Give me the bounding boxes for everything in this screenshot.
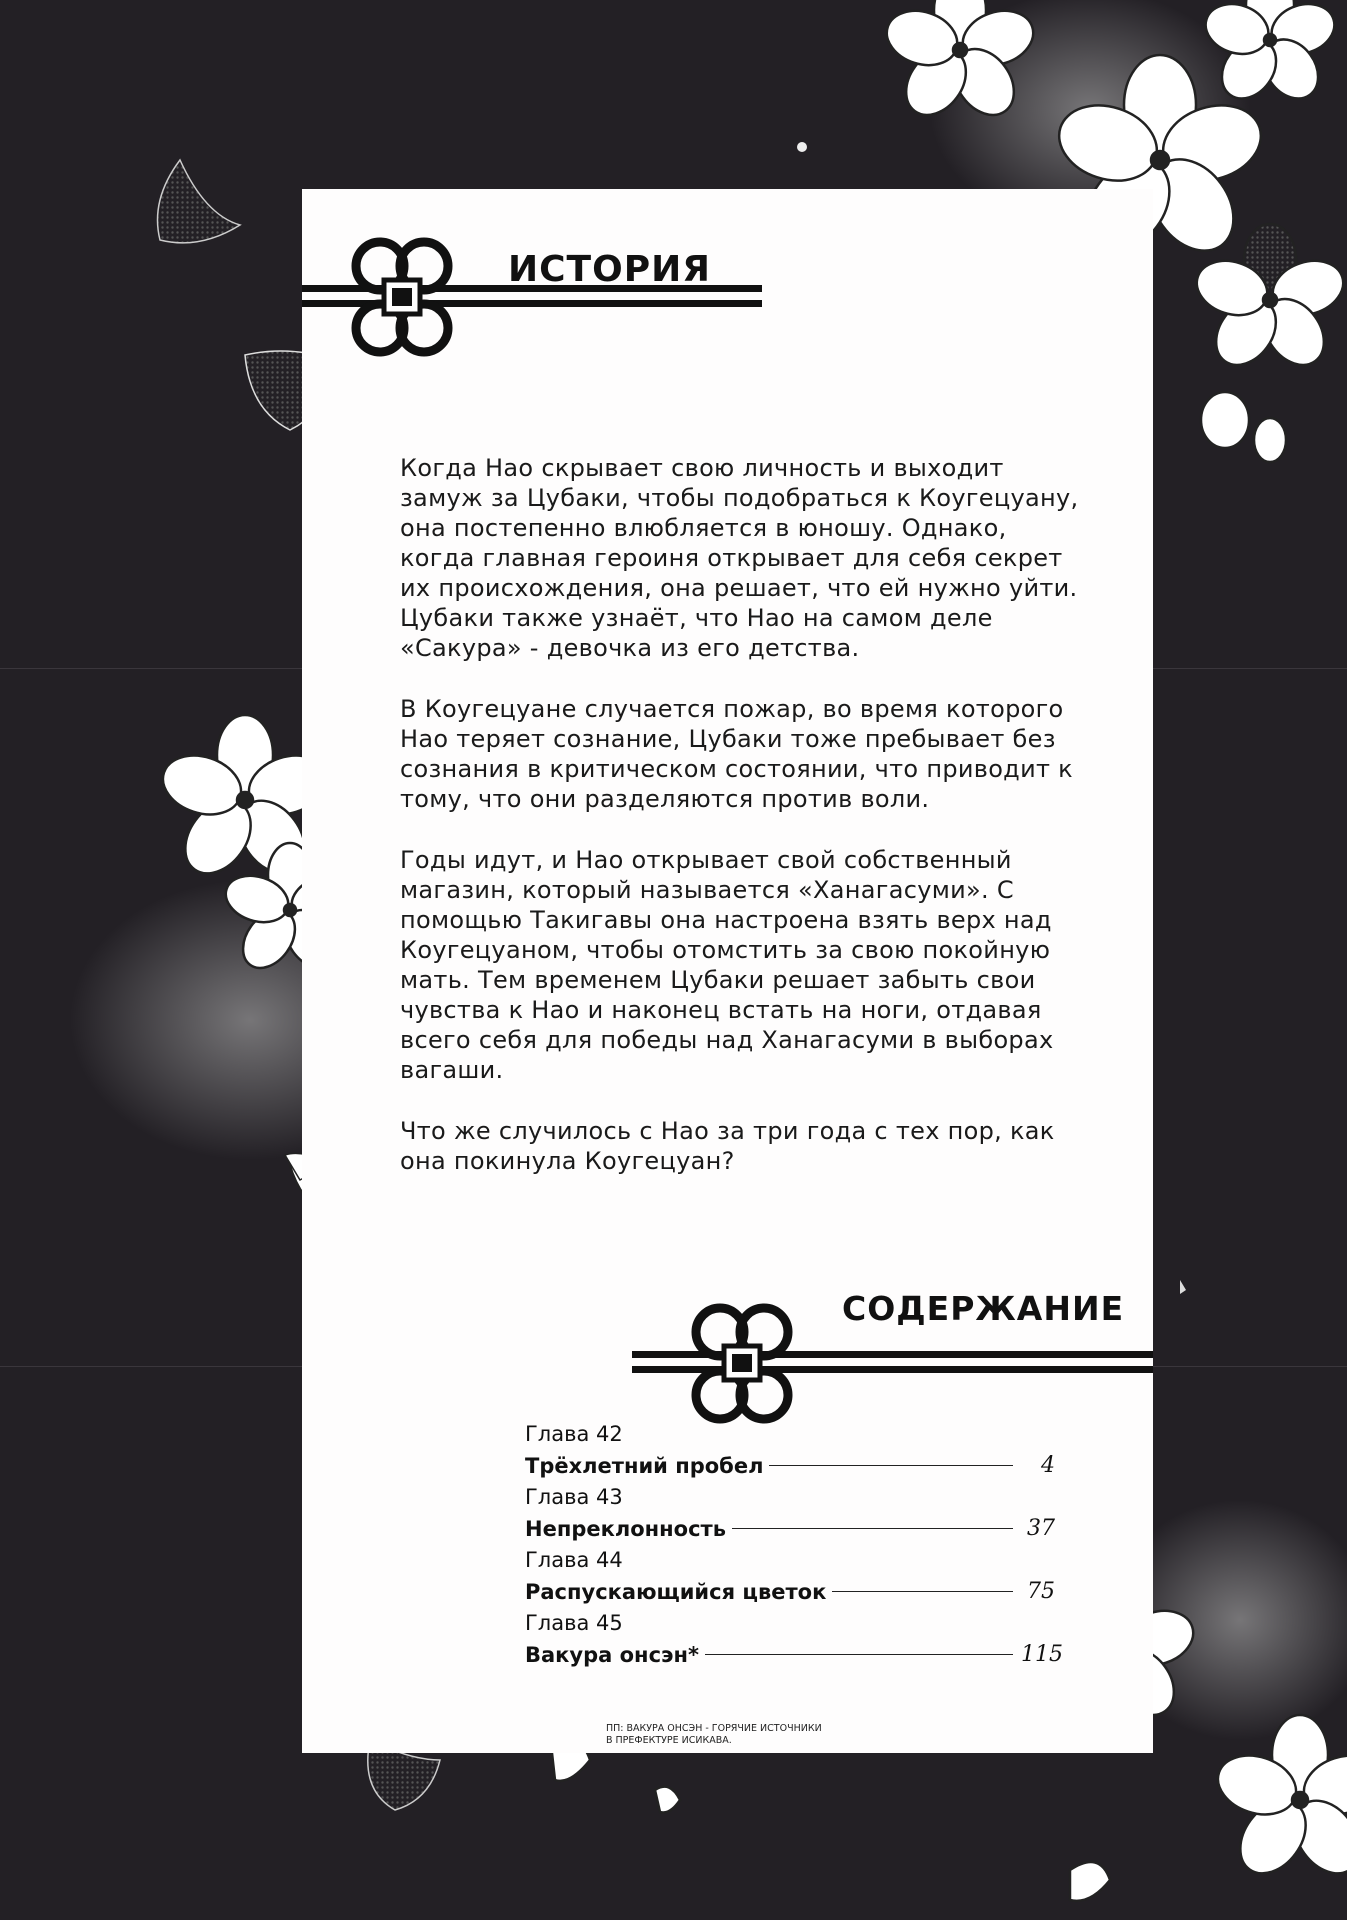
toc-entry-title: Распускающийся цветок (525, 1579, 827, 1604)
toc-entry-title: Трёхлетний пробел (525, 1453, 764, 1478)
story-text (400, 453, 1080, 1207)
contents-heading: СОДЕРЖАНИЕ (842, 1289, 1125, 1328)
story-paragraph: В Коугецуане случается пожар, во время которого Нао теряет сознание, Цубаки тоже пребывает без сознания в критическом состоянии, что приводит к тому, что они разделяются против воли. (400, 695, 1073, 813)
toc-entry-title: Вакура онсэн* (525, 1642, 699, 1667)
toc-chapter-label: Глава 42 (525, 1422, 623, 1446)
toc-entry-title: Непреклонность (525, 1516, 727, 1541)
footnote-line: В ПРЕФЕКТУРЕ ИСИКАВА. (606, 1735, 732, 1746)
toc-leader-line (732, 1528, 1013, 1529)
toc-page-number: 4 (1041, 1453, 1055, 1478)
story-page (302, 189, 1153, 1753)
toc-entry[interactable] (525, 1512, 1055, 1545)
footnote-line: ПП: ВАКУРА ОНСЭН - ГОРЯЧИЕ ИСТОЧНИКИ (606, 1723, 822, 1734)
toc-page-number: 37 (1027, 1516, 1055, 1541)
toc-entry[interactable] (525, 1449, 1055, 1482)
toc-chapter-label: Глава 44 (525, 1548, 623, 1572)
translator-footnote (606, 1723, 906, 1747)
story-paragraph: Годы идут, и Нао открывает свой собственный магазин, который называется «Ханагасуми». С помощью Такигавы она настроена взять верх над Коугецуаном, чтобы отомстить за свою покойную мать. Тем временем Цубаки решает забыть свои чувства к Нао и наконец встать на ноги, отдавая всего себя для победы над Ханагасуми в выборах вагаши. (400, 846, 1054, 1084)
toc-leader-line (705, 1654, 1013, 1655)
story-paragraph: Когда Нао скрывает свою личность и выходит замуж за Цубаки, чтобы подобраться к Коугецуану, она постепенно влюбляется в юношу. Однако, когда главная героиня открывает для себя секрет их происхождения, она решает, что ей нужно уйти. Цубаки также узнаёт, что Нао на самом деле «Сакура» - девочка из его детства. (400, 454, 1079, 662)
toc-page-number: 115 (1021, 1642, 1063, 1667)
toc-chapter-label: Глава 43 (525, 1485, 623, 1509)
toc-entry[interactable] (525, 1638, 1063, 1671)
story-paragraph: Что же случилось с Нао за три года с тех пор, как она покинула Коугецуан? (400, 1117, 1055, 1175)
story-heading: ИСТОРИЯ (508, 249, 711, 290)
toc-page-number: 75 (1027, 1579, 1055, 1604)
toc-leader-line (832, 1591, 1013, 1592)
table-of-contents (525, 1419, 1063, 1671)
toc-leader-line (769, 1465, 1013, 1466)
toc-entry[interactable] (525, 1575, 1055, 1608)
toc-chapter-label: Глава 45 (525, 1611, 623, 1635)
